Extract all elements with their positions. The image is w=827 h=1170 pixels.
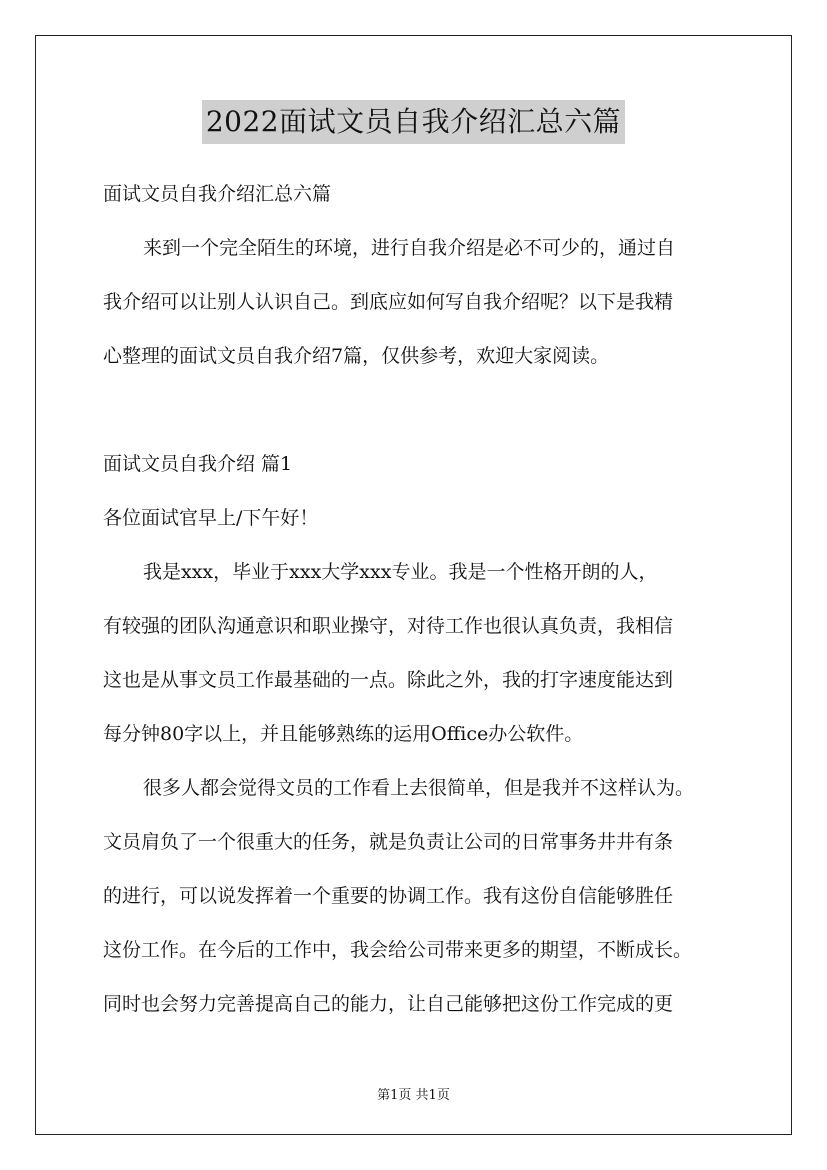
paragraph-line: 很多人都会觉得文员的工作看上去很简单，但是我并不这样认为。 — [143, 777, 695, 799]
paragraph-line: 的进行，可以说发挥着一个重要的协调工作。我有这份自信能够胜任 — [103, 885, 674, 907]
paragraph-line: 这份工作。在今后的工作中，我会给公司带来更多的期望，不断成长。 — [103, 939, 693, 961]
paragraph-line: 每分钟80字以上，并且能够熟练的运用Office办公软件。 — [103, 723, 584, 745]
subtitle-line: 面试文员自我介绍汇总六篇 — [103, 183, 332, 205]
paragraph-line: 同时也会努力完善提高自己的能力，让自己能够把这份工作完成的更 — [103, 993, 674, 1015]
paragraph-line: 心整理的面试文员自我介绍7篇，仅供参考，欢迎大家阅读。 — [103, 345, 610, 367]
paragraph-line: 我是xxx，毕业于xxx大学xxx专业。我是一个性格开朗的人， — [143, 561, 658, 583]
document-title: 2022面试文员自我介绍汇总六篇 — [202, 100, 625, 144]
paragraph-line: 文员肩负了一个很重大的任务，就是负责让公司的日常事务井井有条 — [103, 831, 674, 853]
paragraph-line: 我介绍可以让别人认识自己。到底应如何写自我介绍呢？以下是我精 — [103, 291, 674, 313]
page-number-footer: 第1页 共1页 — [377, 1088, 450, 1103]
title-container — [0, 100, 827, 144]
section-heading: 面试文员自我介绍 篇1 — [103, 453, 293, 475]
paragraph-line: 来到一个完全陌生的环境，进行自我介绍是必不可少的，通过自 — [143, 237, 676, 259]
paragraph-line: 这也是从事文员工作最基础的一点。除此之外，我的打字速度能达到 — [103, 669, 674, 691]
paragraph-line: 有较强的团队沟通意识和职业操守，对待工作也很认真负责，我相信 — [103, 615, 674, 637]
greeting-line: 各位面试官早上/下午好！ — [103, 507, 319, 529]
